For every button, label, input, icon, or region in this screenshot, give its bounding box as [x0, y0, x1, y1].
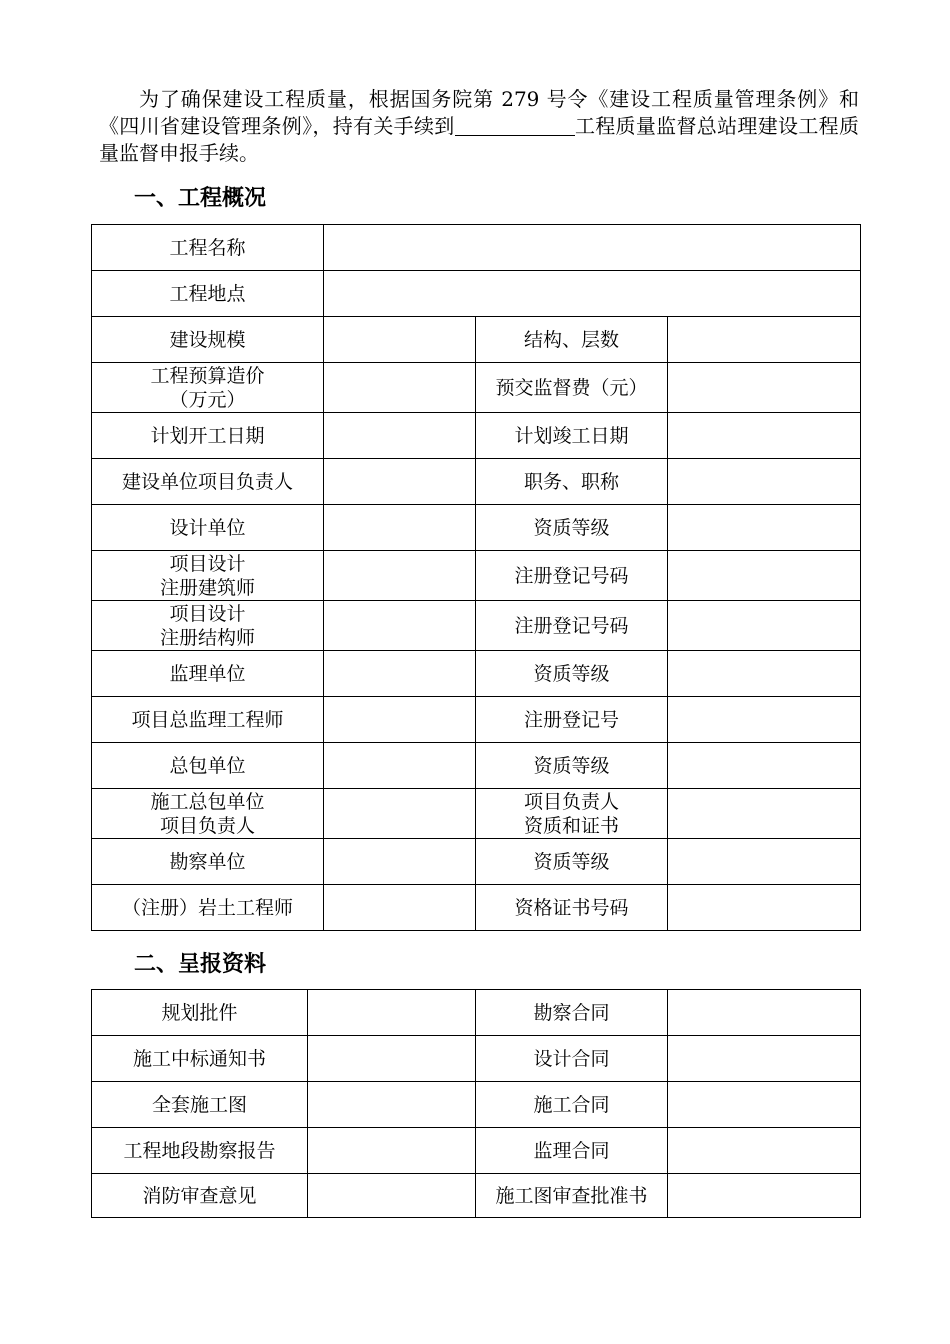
table-row [92, 271, 861, 317]
table-row [92, 651, 861, 697]
field-value[interactable] [324, 885, 476, 931]
table-row [92, 1036, 861, 1082]
table-row [92, 885, 861, 931]
field-label: 建设规模 [92, 317, 324, 363]
field-label: 注册登记号码 [476, 551, 668, 601]
field-label: 工程预算造价 （万元） [92, 363, 324, 413]
field-label: 注册登记号 [476, 697, 668, 743]
field-label: 总包单位 [92, 743, 324, 789]
field-value[interactable] [324, 413, 476, 459]
table-row [92, 990, 861, 1036]
table-row [92, 839, 861, 885]
field-value[interactable] [324, 601, 476, 651]
document-value[interactable] [668, 1036, 861, 1082]
submitted-documents-table [91, 989, 861, 1218]
table-row [92, 1174, 861, 1218]
field-value[interactable] [668, 459, 861, 505]
document-value[interactable] [308, 990, 476, 1036]
field-label: 计划竣工日期 [476, 413, 668, 459]
field-value[interactable] [668, 363, 861, 413]
document-label: 监理合同 [476, 1128, 668, 1174]
field-value[interactable] [324, 505, 476, 551]
field-value[interactable] [324, 551, 476, 601]
document-label: 施工中标通知书 [92, 1036, 308, 1082]
field-label: 计划开工日期 [92, 413, 324, 459]
table-row [92, 413, 861, 459]
field-value[interactable] [668, 839, 861, 885]
field-label: 预交监督费（元） [476, 363, 668, 413]
field-label: 资质等级 [476, 505, 668, 551]
field-value[interactable] [668, 413, 861, 459]
document-label: 消防审查意见 [92, 1174, 308, 1218]
document-label: 施工图审查批准书 [476, 1174, 668, 1218]
document-value[interactable] [308, 1036, 476, 1082]
field-label: 工程地点 [92, 271, 324, 317]
field-label: 工程名称 [92, 225, 324, 271]
table-row [92, 225, 861, 271]
field-value[interactable] [668, 651, 861, 697]
field-value[interactable] [324, 317, 476, 363]
field-label: 勘察单位 [92, 839, 324, 885]
table-row [92, 505, 861, 551]
document-value[interactable] [308, 1082, 476, 1128]
field-value[interactable] [668, 317, 861, 363]
table-row [92, 697, 861, 743]
field-label: 施工总包单位 项目负责人 [92, 789, 324, 839]
document-value[interactable] [668, 1174, 861, 1218]
field-value[interactable] [668, 743, 861, 789]
document-value[interactable] [668, 1128, 861, 1174]
field-label: 设计单位 [92, 505, 324, 551]
table-row [92, 317, 861, 363]
field-value[interactable] [324, 839, 476, 885]
document-value[interactable] [668, 1082, 861, 1128]
section-2-title: 二、呈报资料 [134, 952, 267, 977]
field-label: 建设单位项目负责人 [92, 459, 324, 505]
field-label: 监理单位 [92, 651, 324, 697]
intro-paragraph [99, 86, 859, 167]
field-label: 资质等级 [476, 651, 668, 697]
field-label: 资质等级 [476, 743, 668, 789]
table-row [92, 743, 861, 789]
field-value[interactable] [324, 697, 476, 743]
section-1-title: 一、工程概况 [134, 186, 267, 211]
document-label: 工程地段勘察报告 [92, 1128, 308, 1174]
document-value[interactable] [668, 990, 861, 1036]
field-value[interactable] [324, 789, 476, 839]
field-value[interactable] [668, 789, 861, 839]
field-label: 资质等级 [476, 839, 668, 885]
field-value-project-name[interactable] [324, 225, 861, 271]
field-value[interactable] [668, 601, 861, 651]
document-label: 规划批件 [92, 990, 308, 1036]
field-label: 项目设计 注册建筑师 [92, 551, 324, 601]
field-label: 项目设计 注册结构师 [92, 601, 324, 651]
field-value[interactable] [668, 551, 861, 601]
field-label: （注册）岩土工程师 [92, 885, 324, 931]
intro-text-before: 为了确保建设工程质量，根据国务院第 279 号令《建设工程质量管理条例》和《四川省建设管理条例》，持有关手续到 [99, 87, 859, 138]
table-row [92, 459, 861, 505]
field-value[interactable] [668, 697, 861, 743]
field-value[interactable] [324, 743, 476, 789]
document-value[interactable] [308, 1128, 476, 1174]
table-row [92, 363, 861, 413]
field-value[interactable] [324, 651, 476, 697]
table-row [92, 551, 861, 601]
document-label: 勘察合同 [476, 990, 668, 1036]
field-value[interactable] [668, 505, 861, 551]
table-row [92, 789, 861, 839]
table-row [92, 1128, 861, 1174]
document-label: 设计合同 [476, 1036, 668, 1082]
field-value-project-location[interactable] [324, 271, 861, 317]
document-value[interactable] [308, 1174, 476, 1218]
intro-text-after: 工程质量监督总站理建设工程质量监督申报手续。 [99, 114, 859, 165]
field-label: 注册登记号码 [476, 601, 668, 651]
station-name-blank[interactable] [455, 115, 575, 136]
document-label: 全套施工图 [92, 1082, 308, 1128]
field-label: 项目负责人 资质和证书 [476, 789, 668, 839]
field-value[interactable] [668, 885, 861, 931]
table-row [92, 1082, 861, 1128]
field-label: 资格证书号码 [476, 885, 668, 931]
project-overview-table [91, 224, 861, 931]
table-row [92, 601, 861, 651]
document-label: 施工合同 [476, 1082, 668, 1128]
field-label: 职务、职称 [476, 459, 668, 505]
field-value[interactable] [324, 459, 476, 505]
field-value[interactable] [324, 363, 476, 413]
field-label: 项目总监理工程师 [92, 697, 324, 743]
field-label: 结构、层数 [476, 317, 668, 363]
